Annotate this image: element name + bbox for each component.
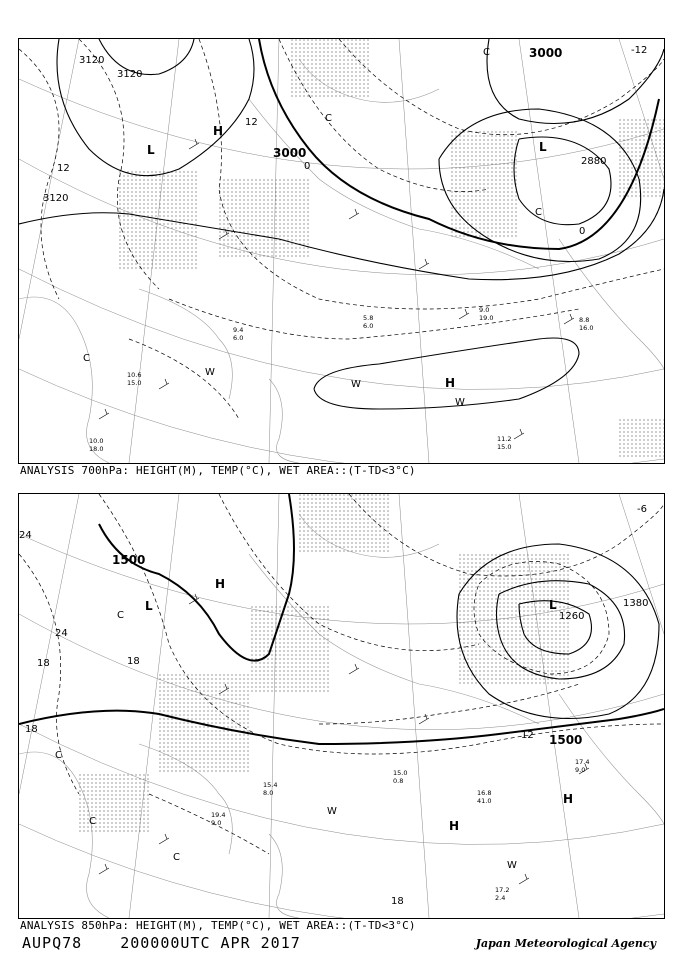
height-label: 1260 (559, 611, 585, 622)
cold-center-marker: C (483, 47, 490, 58)
temp-label: -6 (637, 504, 647, 515)
cold-center-marker: C (173, 852, 180, 863)
station-value: 41.0 (477, 797, 492, 805)
station-value: 8.8 (579, 316, 590, 324)
station-value: 9.0 (479, 306, 490, 314)
product-code: AUPQ78 (22, 934, 83, 952)
station-value: 17.2 (495, 886, 510, 894)
station-value: 11.2 (497, 435, 512, 443)
height-label: 3000 (273, 146, 307, 160)
temp-label: 12 (521, 730, 534, 741)
temp-label: 18 (127, 656, 140, 667)
temp-label: -12 (631, 45, 648, 56)
temp-label: 18 (25, 724, 38, 735)
station-value: 9.0 (211, 819, 222, 827)
map-panel-850hpa (18, 493, 665, 919)
high-pressure-marker: H (445, 376, 456, 390)
cold-center-marker: C (83, 353, 90, 364)
low-pressure-marker: L (145, 599, 153, 613)
temp-label: 0 (304, 161, 311, 172)
temp-label: 18 (391, 896, 404, 907)
high-pressure-marker: H (563, 792, 574, 806)
height-label: 2880 (581, 156, 607, 167)
station-value: 10.6 (127, 371, 142, 379)
height-label: 3120 (43, 193, 69, 204)
station-value: 19.4 (211, 811, 226, 819)
height-label: 3000 (529, 46, 563, 60)
height-label: 1500 (112, 553, 146, 567)
warm-center-marker: W (205, 367, 215, 378)
high-pressure-marker: H (215, 577, 226, 591)
station-value: 0.8 (393, 777, 404, 785)
cold-center-marker: C (535, 207, 542, 218)
height-label: 3120 (79, 55, 105, 66)
height-label: 1380 (623, 598, 649, 609)
high-pressure-marker: H (213, 124, 224, 138)
station-value: 6.0 (363, 322, 374, 330)
station-value: 15.4 (263, 781, 278, 789)
station-value: 15.0 (393, 769, 408, 777)
station-value: 10.0 (89, 437, 104, 445)
map-panel-700hpa (18, 38, 665, 464)
station-value: 15.0 (127, 379, 142, 387)
station-value: 6.0 (233, 334, 244, 342)
temp-label: 24 (55, 628, 68, 639)
station-value: 16.8 (477, 789, 492, 797)
map-700hpa-canvas (19, 39, 664, 463)
station-value: 18.0 (89, 445, 104, 453)
warm-center-marker: W (455, 397, 465, 408)
panel-700hpa-caption: ANALYSIS 700hPa: HEIGHT(M), TEMP(°C), WET AREA::(T-TD<3°C) (20, 464, 416, 477)
station-value: 19.0 (479, 314, 494, 322)
temp-label: 0 (579, 226, 586, 237)
map-850hpa-canvas (19, 494, 664, 918)
station-observations (211, 758, 589, 902)
station-value: 9.4 (233, 326, 244, 334)
station-observations (89, 306, 593, 453)
height-label: 3120 (117, 69, 143, 80)
cold-center-marker: C (117, 610, 124, 621)
low-pressure-marker: L (549, 598, 557, 612)
cold-center-marker: C (55, 750, 62, 761)
station-value: 16.0 (579, 324, 594, 332)
height-label: 1500 (549, 733, 583, 747)
valid-time: 200000UTC APR 2017 (120, 934, 301, 952)
station-value: 8.0 (263, 789, 274, 797)
low-pressure-marker: L (147, 143, 155, 157)
station-value: 17.4 (575, 758, 590, 766)
warm-center-marker: W (327, 806, 337, 817)
station-value: 2.4 (495, 894, 506, 902)
station-value: 5.8 (363, 314, 374, 322)
temp-label: 12 (245, 117, 258, 128)
agency-credit: Japan Meteorological Agency (475, 937, 656, 950)
temp-label: 12 (57, 163, 70, 174)
temp-label: 18 (37, 658, 50, 669)
station-value: 15.0 (497, 443, 512, 451)
warm-center-marker: W (507, 860, 517, 871)
low-pressure-marker: L (539, 140, 547, 154)
cold-center-marker: C (325, 113, 332, 124)
high-pressure-marker: H (449, 819, 460, 833)
cold-center-marker: C (89, 816, 96, 827)
temp-label: 24 (19, 530, 32, 541)
chart-identifier (22, 934, 329, 952)
warm-center-marker: W (351, 379, 361, 390)
panel-850hpa-caption: ANALYSIS 850hPa: HEIGHT(M), TEMP(°C), WET AREA::(T-TD<3°C) (20, 919, 416, 932)
station-value: 9.0 (575, 766, 586, 774)
